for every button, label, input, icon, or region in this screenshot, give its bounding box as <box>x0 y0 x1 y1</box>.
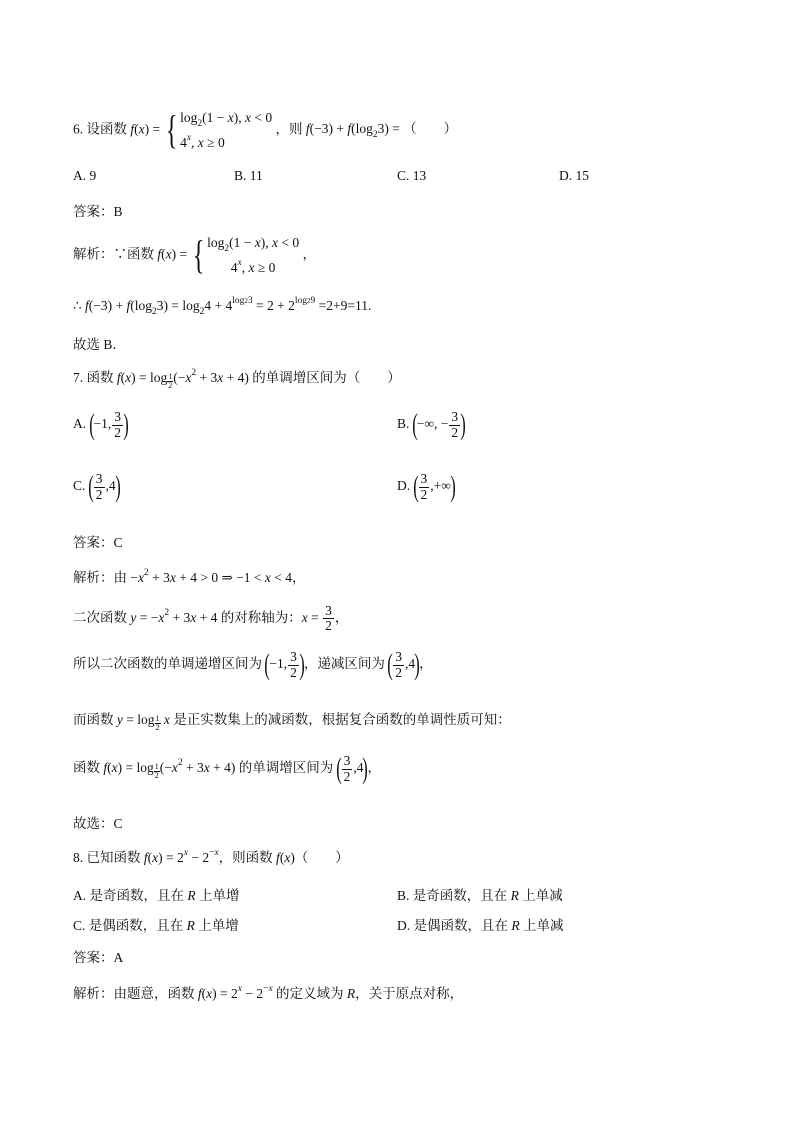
q7-analysis-line1: 解析：由 $-x^2 + 3x + 4 > 0$ ⇒ −1 < x < 4， <box>73 568 306 585</box>
q6-prefix: 6. 设函数 <box>73 121 127 137</box>
q7-stem: 7. 函数 f(x) = log $\frac{1}{2}$ $(-x^2 + 3x + 4)$ 的单调增区间为（ ） <box>73 368 401 390</box>
q8-stem: 8. 已知函数 $f(x) = 2^x - 2^{-x}$，则函数 f(x)（ ） <box>73 848 349 865</box>
q8-option-d[interactable]: D. 是偶函数，且在 R 上单减 <box>397 918 564 933</box>
q6-analysis-piecewise: $\log_2(1 - x)$, x < 0 4$^x$, x ≥ 0 <box>207 235 300 275</box>
q7-analysis-line3: 所以二次函数的单调递增区间为 (−1, $\frac{3}{2}$ )，递减区间为 ( $\frac{3}{2}$ ,4)， <box>73 648 433 681</box>
q7-analysis-line5: 函数 f(x) = log $\frac{1}{2}$ $(-x^2 + 3x + 4)$ 的单调增区间为 ( $\frac{3}{2}$ ,4)， <box>73 752 381 785</box>
q7-option-a[interactable]: A. (−1, $\frac{3}{2}$ ) <box>73 408 129 441</box>
q6-conclusion: 故选 B． <box>73 337 126 352</box>
q7-conclusion: 故选：C <box>73 816 123 831</box>
q7-option-d[interactable]: D. ( $\frac{3}{2}$ ,+∞) <box>397 470 456 503</box>
q6-option-d[interactable]: D. 15 <box>559 168 589 183</box>
q7-prefix: 7. 函数 <box>73 370 114 385</box>
q6-analysis: 解析：∵函数 f(x) = { $\log_2(1 - x)$, x < 0 4$^x$, x ≥ 0 ， <box>73 232 316 278</box>
q7-suffix: 的单调增区间为（ ） <box>252 370 401 385</box>
q7-analysis-line4: 而函数 y = log $\frac{1}{2}$ x 是正实数集上的减函数，根据复合函数的单调性质可知： <box>73 712 511 732</box>
q7-answer: 答案：C <box>73 535 123 550</box>
q8-option-a[interactable]: A. 是奇函数，且在 R 上单增 <box>73 888 240 903</box>
q6-stem: 6. 设函数 f(x) = { $\log_2(1 - x)$, x < 0 4$^x$, x ≥ 0 ，则 $f(-3) + f(\log_23)$ = （ ） <box>73 107 458 153</box>
q8-answer: 答案：A <box>73 950 124 965</box>
q6-answer: 答案：B <box>73 204 123 219</box>
q6-piecewise: $\log_2(1 - x)$, x < 0 4$^x$, x ≥ 0 <box>180 110 273 150</box>
q6-option-a[interactable]: A. 9 <box>73 168 97 183</box>
q8-option-c[interactable]: C. 是偶函数，且在 R 上单增 <box>73 918 239 933</box>
q6-option-b[interactable]: B. 11 <box>234 168 263 183</box>
q6-option-c[interactable]: C. 13 <box>397 168 427 183</box>
q6-analysis-prefix: 解析：∵函数 <box>73 246 154 262</box>
q8-analysis: 解析：由题意，函数 $f(x) = 2^x - 2^{-x}$ 的定义域为 R，关于原点对称， <box>73 984 464 1001</box>
q7-option-c[interactable]: C. ( $\frac{3}{2}$ ,4) <box>73 470 121 503</box>
q8-option-b[interactable]: B. 是奇函数，且在 R 上单减 <box>397 888 563 903</box>
q7-option-b[interactable]: B. (−∞, − $\frac{3}{2}$ ) <box>397 408 466 441</box>
q6-calculation: ∴ $f(-3) + f(\log_23) = \log_24 + 4^{log23} = 2 + 2^{log29} =2+9=11$. <box>73 296 372 317</box>
q7-analysis-line2: 二次函数 $y = -x^2 + 3x + 4$ 的对称轴为：x = $\frac{3}{2}$ ， <box>73 603 349 634</box>
